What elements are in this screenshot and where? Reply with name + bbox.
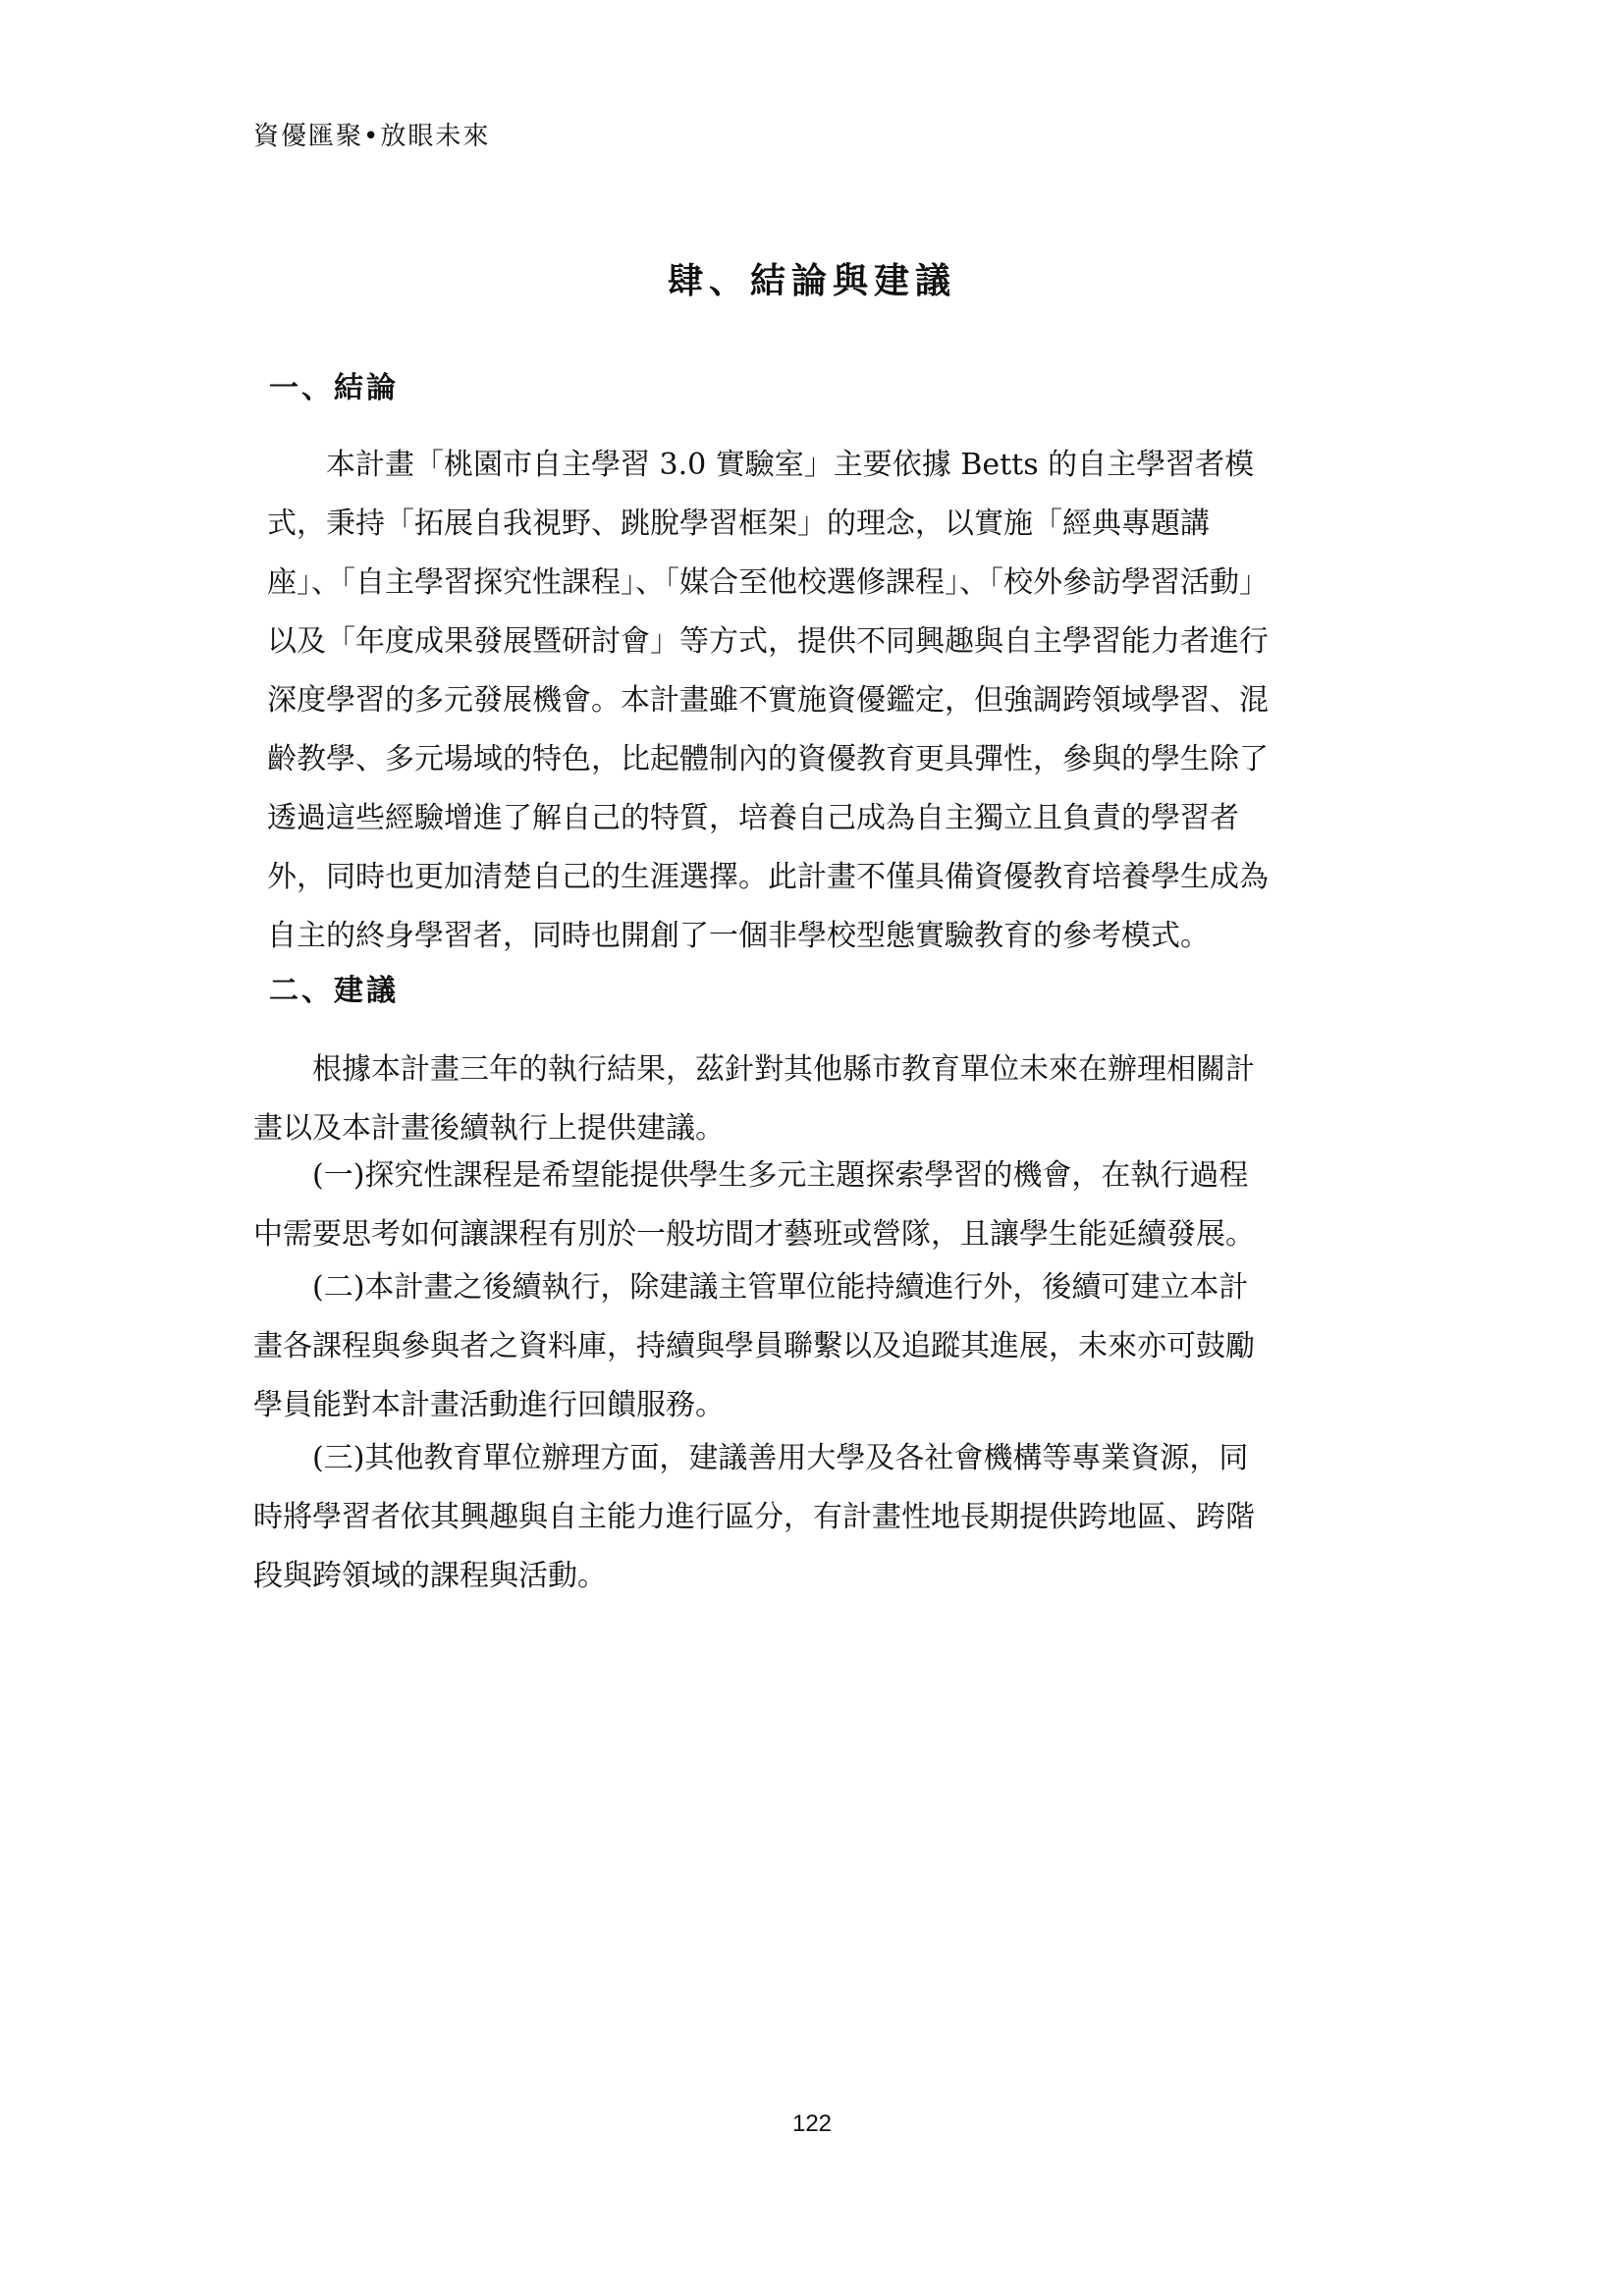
- running-header: 資優匯聚•放眼未來: [253, 122, 491, 151]
- page-number: 122: [791, 2110, 833, 2137]
- paragraph-line: 座」、「自主學習探究性課程」、「媒合至他校選修課程」、「校外參訪學習活動」: [267, 565, 1269, 600]
- paragraph-line: 畫以及本計畫後續執行上提供建議。: [253, 1111, 725, 1146]
- paragraph-line: 段與跨領域的課程與活動。: [253, 1559, 607, 1593]
- paragraph-line: (三)其他教育單位辦理方面，建議善用大學及各社會機構等專業資源，同: [253, 1441, 1249, 1475]
- paragraph-line: 學員能對本計畫活動進行回饋服務。: [253, 1388, 725, 1422]
- suggestion-item-3: [253, 1429, 1392, 1606]
- paragraph-line: 自主的終身學習者，同時也開創了一個非學校型態實驗教育的參考模式。: [267, 919, 1210, 953]
- suggestions-intro-paragraph: [253, 1041, 1392, 1158]
- section-heading-conclusion: 一、結論: [269, 371, 399, 405]
- paragraph-line: 深度學習的多元發展機會。本計畫雖不實施資優鑑定，但強調跨領域學習、混: [267, 683, 1269, 718]
- paragraph-line: 根據本計畫三年的執行結果，茲針對其他縣市教育單位未來在辦理相關計: [253, 1052, 1255, 1087]
- paragraph-line: 畫各課程與參與者之資料庫，持續與學員聯繫以及追蹤其進展，未來亦可鼓勵: [253, 1329, 1255, 1363]
- paragraph-line: 透過這些經驗增進了解自己的特質，培養自己成為自主獨立且負責的學習者: [267, 801, 1239, 835]
- paragraph-line: 本計畫「桃園市自主學習 3.0 實驗室」主要依據 Betts 的自主學習者模: [267, 448, 1255, 482]
- chapter-title: 肆、結論與建議: [667, 260, 956, 301]
- paragraph-line: (二)本計畫之後續執行，除建議主管單位能持續進行外，後續可建立本計: [253, 1270, 1249, 1305]
- conclusion-paragraph: [267, 436, 1406, 966]
- paragraph-line: 以及「年度成果發展暨研討會」等方式，提供不同興趣與自主學習能力者進行: [267, 624, 1269, 659]
- suggestion-item-2: [253, 1258, 1392, 1435]
- paragraph-line: (一)探究性課程是希望能提供學生多元主題探索學習的機會，在執行過程: [253, 1158, 1249, 1193]
- paragraph-line: 外，同時也更加清楚自己的生涯選擇。此計畫不僅具備資優教育培養學生成為: [267, 860, 1269, 894]
- paragraph-line: 時將學習者依其興趣與自主能力進行區分，有計畫性地長期提供跨地區、跨階: [253, 1500, 1255, 1534]
- paragraph-line: 中需要思考如何讓課程有別於一般坊間才藝班或營隊，且讓學生能延續發展。: [253, 1217, 1255, 1252]
- suggestion-item-1: [253, 1147, 1392, 1264]
- paragraph-line: 齡教學、多元場域的特色，比起體制內的資優教育更具彈性，參與的學生除了: [267, 742, 1269, 776]
- paragraph-line: 式，秉持「拓展自我視野、跳脫學習框架」的理念，以實施「經典專題講: [267, 507, 1210, 541]
- section-heading-suggestions: 二、建議: [269, 974, 399, 1008]
